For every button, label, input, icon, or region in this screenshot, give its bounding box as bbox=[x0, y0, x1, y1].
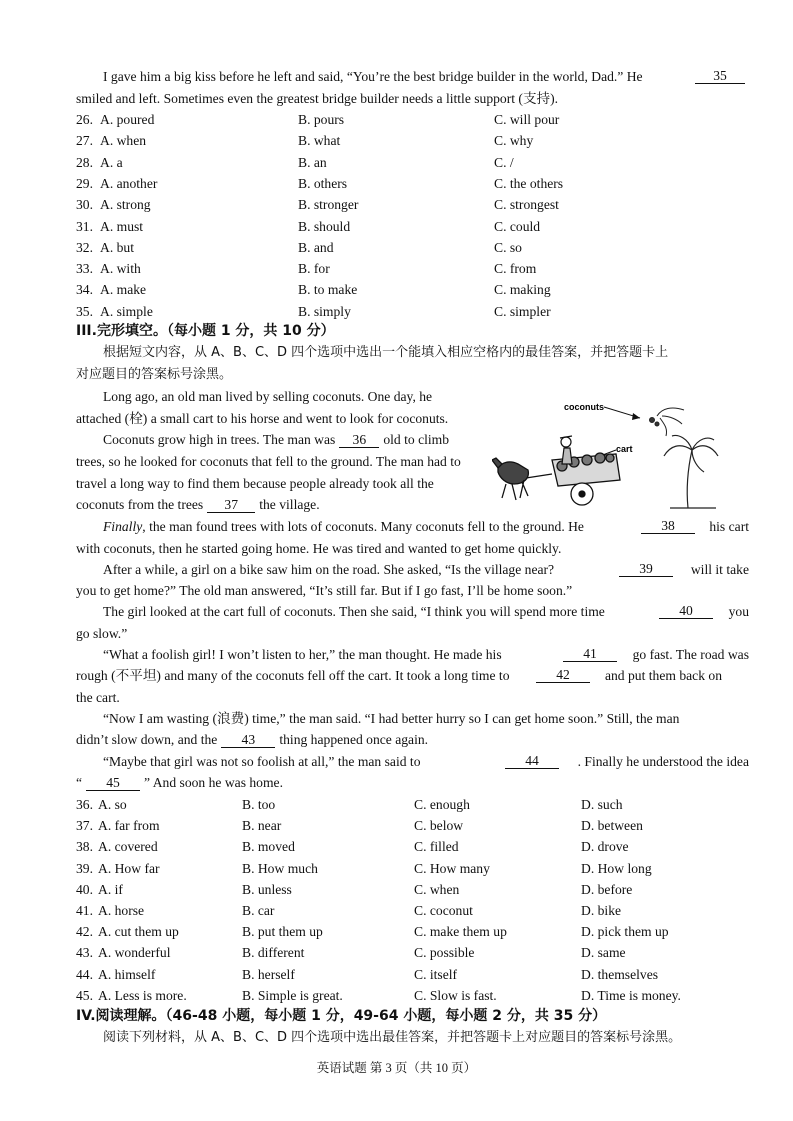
question-row bbox=[76, 860, 722, 878]
question-number: 38. bbox=[76, 839, 93, 855]
passage-line: “What a foolish girl! I won’t listen to her,” the man thought. He made his 41 go fast. The road was bbox=[103, 646, 749, 662]
option-c: C. why bbox=[494, 133, 534, 149]
option-d: D. between bbox=[581, 818, 643, 834]
option-a: A. horse bbox=[98, 903, 145, 918]
option-c: C. below bbox=[414, 818, 464, 834]
option-c: C. could bbox=[494, 218, 541, 234]
answer-blank: 42 bbox=[536, 667, 590, 683]
passage-line: Long ago, an old man lived by selling coconuts. One day, he bbox=[103, 389, 433, 404]
option-d: D. pick them up bbox=[581, 924, 669, 940]
option-a: A. himself bbox=[98, 966, 156, 982]
option-c: C. / bbox=[494, 154, 514, 170]
question-row bbox=[76, 303, 722, 321]
option-a: A. far from bbox=[98, 818, 160, 834]
question-number: 43. bbox=[76, 945, 93, 961]
option-c: C. when bbox=[414, 881, 460, 897]
option-b: B. put them up bbox=[242, 924, 323, 940]
option-b: B. Simple is great. bbox=[242, 987, 343, 1003]
option-b: B. to make bbox=[298, 282, 358, 298]
option-d: D. How long bbox=[581, 860, 652, 876]
option-b: B. unless bbox=[242, 881, 292, 897]
option-b: B. herself bbox=[242, 966, 295, 982]
answer-blank: 44 bbox=[505, 753, 559, 769]
option-a: A. if bbox=[98, 881, 123, 897]
passage-line: go slow.” bbox=[76, 626, 128, 641]
option-c: C. possible bbox=[414, 945, 475, 961]
option-b: B. too bbox=[242, 797, 276, 812]
passage-line: the cart. bbox=[76, 690, 120, 705]
question-number: 36. bbox=[76, 797, 93, 812]
option-b: B. different bbox=[242, 945, 305, 961]
question-row bbox=[76, 111, 722, 129]
option-c: C. filled bbox=[414, 839, 459, 855]
passage-line: “Maybe that girl was not so foolish at all,” the man said to 44 . Finally he understood the idea bbox=[103, 753, 749, 769]
question-row bbox=[76, 817, 722, 835]
answer-blank: 43 bbox=[221, 732, 275, 748]
answer-blank: 38 bbox=[641, 518, 695, 534]
coconut-cart-illustration bbox=[492, 398, 720, 510]
question-number: 35. bbox=[76, 303, 93, 319]
option-b: B. should bbox=[298, 218, 351, 234]
answer-blank: 35 bbox=[695, 68, 745, 84]
option-a: A. poured bbox=[100, 112, 155, 127]
option-a: A. another bbox=[100, 175, 158, 191]
passage-line: The girl looked at the cart full of coconuts. Then she said, “I think you will spend more time 40 you bbox=[103, 603, 749, 619]
question-row bbox=[76, 944, 722, 962]
option-a: A. make bbox=[100, 282, 147, 298]
passage-line: “ 45 ” And soon he was home. bbox=[76, 775, 283, 790]
question-number: 40. bbox=[76, 881, 93, 897]
option-b: B. for bbox=[298, 261, 330, 277]
passage-line: After a while, a girl on a bike saw him on the road. She asked, “Is the village near? 39 will it take bbox=[103, 561, 749, 577]
question-number: 45. bbox=[76, 987, 93, 1003]
option-b: B. car bbox=[242, 903, 275, 918]
passage-line: coconuts from the trees 37 the village. bbox=[76, 497, 320, 512]
question-number: 32. bbox=[76, 239, 93, 255]
question-row bbox=[76, 987, 722, 1005]
question-row bbox=[76, 281, 722, 299]
option-b: B. others bbox=[298, 175, 348, 191]
passage-line: travel a long way to find them because people already took all the bbox=[76, 476, 434, 491]
option-c: C. from bbox=[494, 261, 537, 277]
option-a: A. covered bbox=[98, 839, 158, 855]
option-b: B. How much bbox=[242, 860, 318, 876]
question-row bbox=[76, 196, 722, 214]
option-a: A. simple bbox=[100, 303, 153, 319]
question-number: 39. bbox=[76, 860, 93, 876]
question-row bbox=[76, 966, 722, 984]
question-row bbox=[76, 175, 722, 193]
answer-blank: 41 bbox=[563, 646, 617, 662]
option-c: C. enough bbox=[414, 797, 470, 812]
option-d: D. Time is money. bbox=[581, 987, 681, 1003]
option-c: C. the others bbox=[494, 175, 564, 191]
passage-line: trees, so he looked for coconuts that fell to the ground. The man had to bbox=[76, 454, 461, 469]
question-number: 26. bbox=[76, 112, 93, 127]
section-instruction: 根据短文内容，从 A、B、C、D 四个选项中选出一个能填入相应空格内的最佳答案，并把答题卡上 bbox=[103, 345, 669, 360]
coconuts-label: coconuts bbox=[564, 402, 605, 412]
passage-line: Coconuts grow high in trees. The man was 36 old to climb bbox=[103, 432, 450, 447]
question-row bbox=[76, 154, 722, 172]
option-c: C. strongest bbox=[494, 197, 559, 213]
question-row bbox=[76, 260, 722, 278]
option-a: A. so bbox=[98, 797, 127, 812]
question-row bbox=[76, 838, 722, 856]
option-c: C. making bbox=[494, 282, 551, 298]
option-b: B. near bbox=[242, 818, 282, 834]
answer-blank: 36 bbox=[339, 432, 379, 448]
answer-blank: 37 bbox=[207, 497, 255, 513]
question-row bbox=[76, 923, 722, 941]
option-c: C. Slow is fast. bbox=[414, 987, 497, 1003]
question-number: 28. bbox=[76, 154, 93, 170]
option-c: C. make them up bbox=[414, 924, 507, 940]
option-a: A. cut them up bbox=[98, 924, 179, 940]
question-number: 42. bbox=[76, 924, 93, 940]
section-instruction: 阅读下列材料，从 A、B、C、D 四个选项中选出最佳答案，并把答题卡上对应题目的答案标号涂黑。 bbox=[103, 1030, 682, 1045]
option-c: C. simpler bbox=[494, 303, 551, 319]
option-a: A. a bbox=[100, 154, 123, 170]
answer-blank: 40 bbox=[659, 603, 713, 619]
option-a: A. How far bbox=[98, 860, 160, 876]
section-instruction: 对应题目的答案标号涂黑。 bbox=[76, 367, 233, 382]
option-d: D. same bbox=[581, 945, 626, 961]
option-a: A. wonderful bbox=[98, 945, 171, 961]
passage-line: with coconuts, then he started going home. He was tired and wanted to get home quickly. bbox=[76, 541, 562, 556]
option-b: B. simply bbox=[298, 303, 351, 319]
option-c: C. will pour bbox=[494, 112, 560, 127]
option-c: C. itself bbox=[414, 966, 458, 982]
option-d: D. bike bbox=[581, 903, 622, 918]
question-number: 31. bbox=[76, 218, 93, 234]
passage-line: you to get home?” The old man answered, “It’s still far. But if I go fast, I’ll be home soon.” bbox=[76, 583, 573, 598]
question-row bbox=[76, 239, 722, 257]
option-c: C. coconut bbox=[414, 903, 473, 918]
option-a: A. Less is more. bbox=[98, 987, 187, 1003]
option-d: D. drove bbox=[581, 839, 629, 855]
question-row bbox=[76, 132, 722, 150]
question-number: 29. bbox=[76, 175, 93, 191]
answer-blank: 39 bbox=[619, 561, 673, 577]
section-heading: IV.阅读理解。（46-48 小题，每小题 1 分，49-64 小题，每小题 2 分，共 35 分） bbox=[76, 1008, 607, 1024]
option-d: D. such bbox=[581, 797, 623, 812]
question-row bbox=[76, 902, 722, 920]
passage-line: didn’t slow down, and the 43 thing happened once again. bbox=[76, 732, 429, 747]
option-b: B. an bbox=[298, 154, 327, 170]
passage-line: rough (不平坦) and many of the coconuts fell off the cart. It took a long time to 42 and put them back on bbox=[76, 667, 722, 683]
option-b: B. what bbox=[298, 133, 341, 149]
question-row bbox=[76, 881, 722, 899]
question-number: 33. bbox=[76, 261, 93, 277]
option-d: D. themselves bbox=[581, 966, 659, 982]
page-footer: 英语试题 第 3 页（共 10 页） bbox=[316, 1061, 477, 1075]
question-row bbox=[76, 796, 722, 814]
answer-blank: 45 bbox=[86, 775, 140, 791]
question-number: 41. bbox=[76, 903, 93, 918]
question-number: 27. bbox=[76, 133, 93, 149]
option-a: A. with bbox=[100, 261, 141, 277]
section-heading: III.完形填空。（每小题 1 分，共 10 分） bbox=[76, 323, 335, 339]
option-a: A. strong bbox=[100, 197, 151, 213]
option-b: B. stronger bbox=[298, 197, 359, 213]
passage-line: Finally, the man found trees with lots of coconuts. Many coconuts fell to the ground. He 38 his cart bbox=[103, 518, 749, 534]
option-a: A. when bbox=[100, 133, 147, 149]
option-c: C. so bbox=[494, 239, 522, 255]
question-number: 37. bbox=[76, 818, 93, 834]
option-b: B. pours bbox=[298, 112, 345, 127]
option-c: C. How many bbox=[414, 860, 490, 876]
question-number: 34. bbox=[76, 282, 93, 298]
question-row bbox=[76, 218, 722, 236]
option-a: A. but bbox=[100, 239, 134, 255]
option-a: A. must bbox=[100, 218, 144, 234]
option-b: B. and bbox=[298, 239, 334, 255]
passage-line: I gave him a big kiss before he left and said, “You’re the best bridge builder in the world, Dad.” He 35 bbox=[76, 68, 749, 86]
option-d: D. before bbox=[581, 881, 633, 897]
passage-line: attached (栓) a small cart to his horse and went to look for coconuts. bbox=[76, 411, 449, 426]
cart-label: cart bbox=[616, 444, 633, 454]
question-number: 44. bbox=[76, 966, 93, 982]
passage-line: smiled and left. Sometimes even the greatest bridge builder needs a little support (支持). bbox=[76, 91, 559, 106]
passage-line: “Now I am wasting (浪费) time,” the man said. “I had better hurry so I can get home soon.” Still, the man bbox=[103, 711, 680, 726]
question-number: 30. bbox=[76, 197, 93, 213]
option-b: B. moved bbox=[242, 839, 295, 855]
